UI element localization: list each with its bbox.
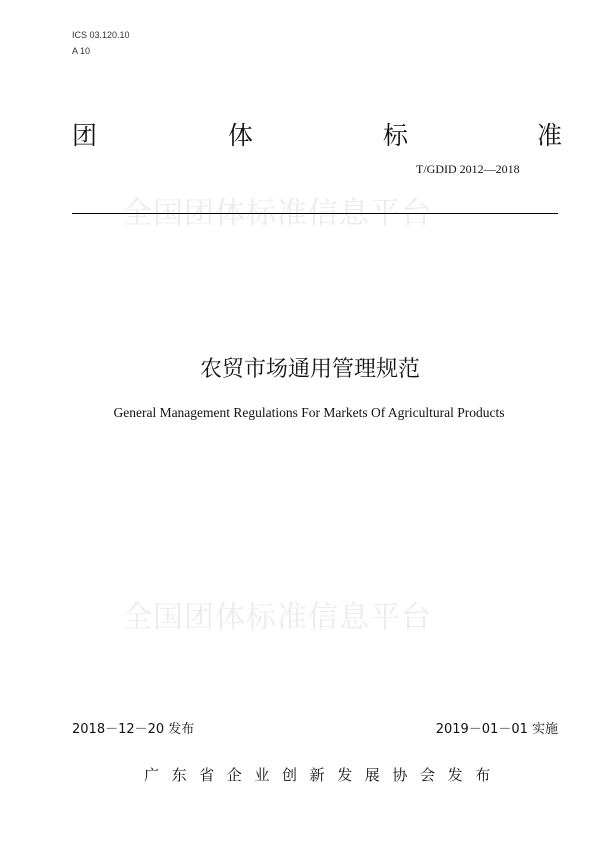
publish-date: 2018－12－20 发布 xyxy=(72,722,195,737)
header-rule xyxy=(72,213,558,214)
title-cn: 农贸市场通用管理规范 xyxy=(199,357,420,382)
standard-number: T/GDID 2012—2018 xyxy=(416,162,520,176)
title-en: General Management Regulations For Markets Of Agricultural Products xyxy=(113,405,505,420)
implement-date: 2019－01－01 实施 xyxy=(435,722,558,737)
standard-type-char: 体 xyxy=(228,121,254,150)
standard-type-char: 团 xyxy=(72,121,98,150)
ccs-code: A 10 xyxy=(72,46,91,56)
watermark: 全国团体标准信息平台 xyxy=(122,600,432,635)
standard-type-char: 标 xyxy=(383,121,409,150)
standard-type-char: 准 xyxy=(537,121,563,150)
watermark: 全国团体标准信息平台 xyxy=(122,196,432,231)
publisher: 广东省企业创新发展协会发布 xyxy=(144,766,503,784)
ics-code: ICS 03.120.10 xyxy=(72,30,130,40)
